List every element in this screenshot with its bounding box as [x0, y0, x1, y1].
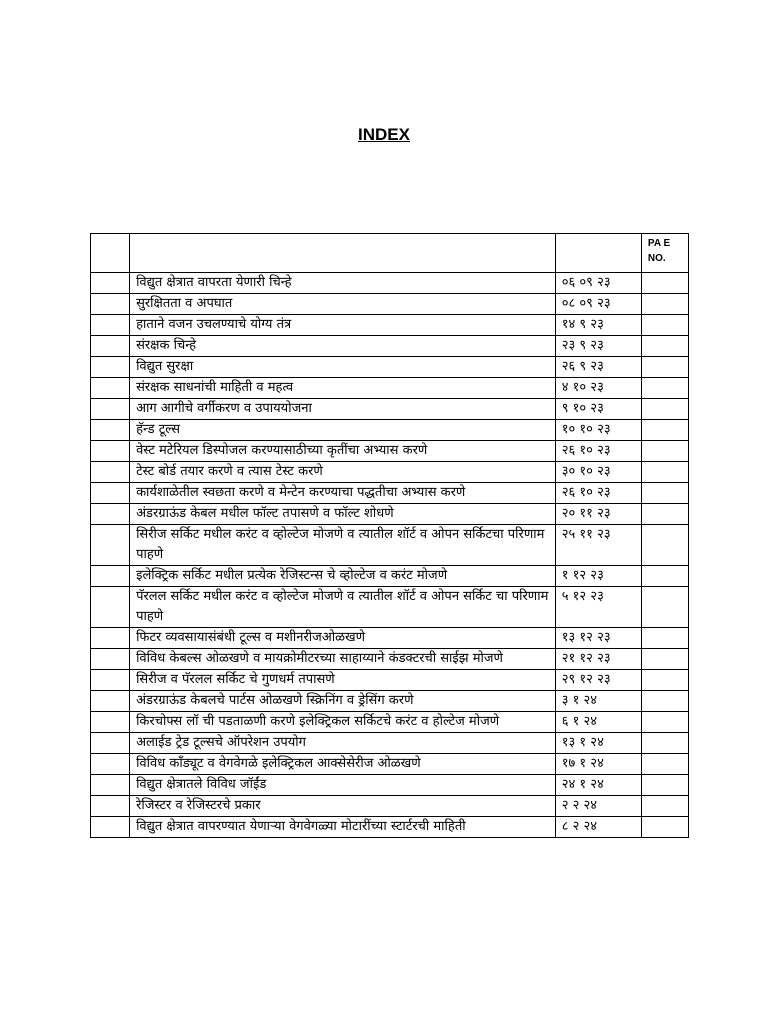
serial-cell [91, 649, 130, 670]
serial-cell [91, 525, 130, 566]
table-row [91, 796, 689, 817]
date-cell: २६ ९ २३ [555, 357, 641, 378]
date-cell: १३ १ २४ [555, 733, 641, 754]
topic-cell: विद्युत सुरक्षा [130, 357, 556, 378]
serial-cell [91, 587, 130, 628]
table-row [91, 649, 689, 670]
serial-header-cell [91, 234, 130, 273]
table-row [91, 817, 689, 838]
page-cell [641, 817, 688, 838]
page-cell [641, 670, 688, 691]
serial-cell [91, 336, 130, 357]
table-row [91, 587, 689, 628]
table-row [91, 754, 689, 775]
topic-cell: संरक्षक साधनांची माहिती व महत्व [130, 378, 556, 399]
topic-cell: अंडरग्राऊंड केबलचे पार्टस ओळखणे स्क्रिनिंग व ड्रेसिंग करणे [130, 691, 556, 712]
table-row [91, 462, 689, 483]
table-row [91, 504, 689, 525]
page-cell [641, 483, 688, 504]
table-row [91, 775, 689, 796]
date-cell: १३ १२ २३ [555, 628, 641, 649]
topic-cell: इलेक्ट्रिक सर्किट मधील प्रत्येक रेजिस्टन्स चे व्होल्टेज व करंट मोजणे [130, 566, 556, 587]
date-cell: २० ११ २३ [555, 504, 641, 525]
serial-cell [91, 628, 130, 649]
date-cell: २४ १ २४ [555, 775, 641, 796]
topic-cell: अंडरग्राऊंड केबल मधील फॉल्ट तपासणे व फॉल्ट शोधणे [130, 504, 556, 525]
topic-cell: अलाईड ट्रेड टूल्सचे ऑपरेशन उपयोग [130, 733, 556, 754]
date-cell: १० १० २३ [555, 420, 641, 441]
page-cell [641, 628, 688, 649]
page-cell [641, 691, 688, 712]
serial-cell [91, 504, 130, 525]
topic-cell: सिरीज व पॅरलल सर्किट चे गुणधर्म तपासणे [130, 670, 556, 691]
page-cell [641, 378, 688, 399]
table-row [91, 315, 689, 336]
index-title: INDEX [358, 125, 410, 144]
table-row [91, 294, 689, 315]
table-row [91, 670, 689, 691]
page-header-cell [641, 234, 688, 273]
serial-cell [91, 733, 130, 754]
date-cell: ९ १० २३ [555, 399, 641, 420]
page-cell [641, 775, 688, 796]
table-row [91, 525, 689, 566]
page-cell [641, 399, 688, 420]
serial-cell [91, 817, 130, 838]
date-cell: २१ १२ २३ [555, 649, 641, 670]
date-cell: २३ ९ २३ [555, 336, 641, 357]
table-row [91, 566, 689, 587]
table-row [91, 399, 689, 420]
page-cell [641, 733, 688, 754]
table-row [91, 712, 689, 733]
date-cell: १७ १ २४ [555, 754, 641, 775]
page-cell [641, 357, 688, 378]
topic-cell: टेस्ट बोर्ड तयार करणे व त्यास टेस्ट करणे [130, 462, 556, 483]
date-cell: २६ १० २३ [555, 483, 641, 504]
table-row [91, 691, 689, 712]
page-cell [641, 649, 688, 670]
serial-cell [91, 294, 130, 315]
date-cell: २९ १२ २३ [555, 670, 641, 691]
topic-cell: सुरक्षितता व अपघात [130, 294, 556, 315]
date-header-cell [555, 234, 641, 273]
date-cell: ४ १० २३ [555, 378, 641, 399]
date-cell: ०६ ०९ २३ [555, 273, 641, 294]
topic-cell: विद्युत क्षेत्रात वापरता येणारी चिन्हे [130, 273, 556, 294]
date-cell: ५ १२ २३ [555, 587, 641, 628]
serial-cell [91, 754, 130, 775]
serial-cell [91, 462, 130, 483]
table-row [91, 273, 689, 294]
topic-cell: हाताने वजन उचलण्याचे योग्य तंत्र [130, 315, 556, 336]
topic-cell: किरचोफ्स लॉ ची पडताळणी करणे इलेक्ट्रिकल सर्किटचे करंट व होल्टेज मोजणे [130, 712, 556, 733]
topic-cell: संरक्षक चिन्हे [130, 336, 556, 357]
table-header-row [91, 234, 689, 273]
topic-cell: रेजिस्टर व रेजिस्टरचे प्रकार [130, 796, 556, 817]
date-cell: २६ १० २३ [555, 441, 641, 462]
serial-cell [91, 441, 130, 462]
page-cell [641, 294, 688, 315]
page-cell [641, 712, 688, 733]
index-table [90, 233, 689, 838]
date-cell: ६ १ २४ [555, 712, 641, 733]
table-row [91, 378, 689, 399]
table-row [91, 483, 689, 504]
topic-cell: कार्यशाळेतील स्वछता करणे व मेन्टेन करण्याचा पद्धतीचा अभ्यास करणे [130, 483, 556, 504]
topic-cell: हॅन्ड टूल्स [130, 420, 556, 441]
page-cell [641, 315, 688, 336]
serial-cell [91, 691, 130, 712]
topic-cell: फिटर व्यवसायासंबंधी टूल्स व मशीनरीजओळखणे [130, 628, 556, 649]
serial-cell [91, 775, 130, 796]
topic-cell: विविध केबल्स ओळखणे व मायक्रोमीटरच्या साहाय्याने कंडक्टरची साईझ मोजणे [130, 649, 556, 670]
table-row [91, 420, 689, 441]
page-cell [641, 420, 688, 441]
serial-cell [91, 483, 130, 504]
serial-cell [91, 712, 130, 733]
serial-cell [91, 357, 130, 378]
serial-cell [91, 670, 130, 691]
serial-cell [91, 399, 130, 420]
date-cell: २५ ११ २३ [555, 525, 641, 566]
date-cell: ०८ ०९ २३ [555, 294, 641, 315]
page-cell [641, 796, 688, 817]
date-cell: १ १२ २३ [555, 566, 641, 587]
table-row [91, 441, 689, 462]
page-cell [641, 462, 688, 483]
serial-cell [91, 315, 130, 336]
page-cell [641, 336, 688, 357]
serial-cell [91, 566, 130, 587]
serial-cell [91, 378, 130, 399]
topic-cell: पॅरलल सर्किट मधील करंट व व्होल्टेज मोजणे व त्यातील शॉर्ट व ओपन सर्किट चा परिणाम पाहणे [130, 587, 556, 628]
page-cell [641, 754, 688, 775]
serial-cell [91, 273, 130, 294]
table-row [91, 336, 689, 357]
page-cell [641, 504, 688, 525]
topic-cell: सिरीज सर्किट मधील करंट व व्होल्टेज मोजणे व त्यातील शॉर्ट व ओपन सर्किटचा परिणाम पाहणे [130, 525, 556, 566]
page-header-label-no: NO. [647, 253, 666, 264]
topic-header-cell [130, 234, 556, 273]
page-header-label: PA E [647, 238, 671, 249]
table-row [91, 628, 689, 649]
topic-cell: वेस्ट मटेरियल डिस्पोजल करण्यासाठीच्या कृतींचा अभ्यास करणे [130, 441, 556, 462]
serial-cell [91, 420, 130, 441]
table-row [91, 357, 689, 378]
date-cell: २ २ २४ [555, 796, 641, 817]
topic-cell: विविध कॉंड्यूट व वेगवेगळे इलेक्ट्रिकल आक्सेसेरीज ओळखणे [130, 754, 556, 775]
serial-cell [91, 796, 130, 817]
topic-cell: आग आगीचे वर्गीकरण व उपाययोजना [130, 399, 556, 420]
page-cell [641, 273, 688, 294]
page-cell [641, 566, 688, 587]
date-cell: ३ १ २४ [555, 691, 641, 712]
topic-cell: विद्युत क्षेत्रात वापरण्यात येणाऱ्या वेगवेगळ्या मोटारींच्या स्टार्टरची माहिती [130, 817, 556, 838]
date-cell: ३० १० २३ [555, 462, 641, 483]
table-row [91, 733, 689, 754]
page-cell [641, 441, 688, 462]
page-cell [641, 587, 688, 628]
page-cell [641, 525, 688, 566]
topic-cell: विद्युत क्षेत्रातले विविध जॉईंड [130, 775, 556, 796]
date-cell: १४ ९ २३ [555, 315, 641, 336]
date-cell: ८ २ २४ [555, 817, 641, 838]
